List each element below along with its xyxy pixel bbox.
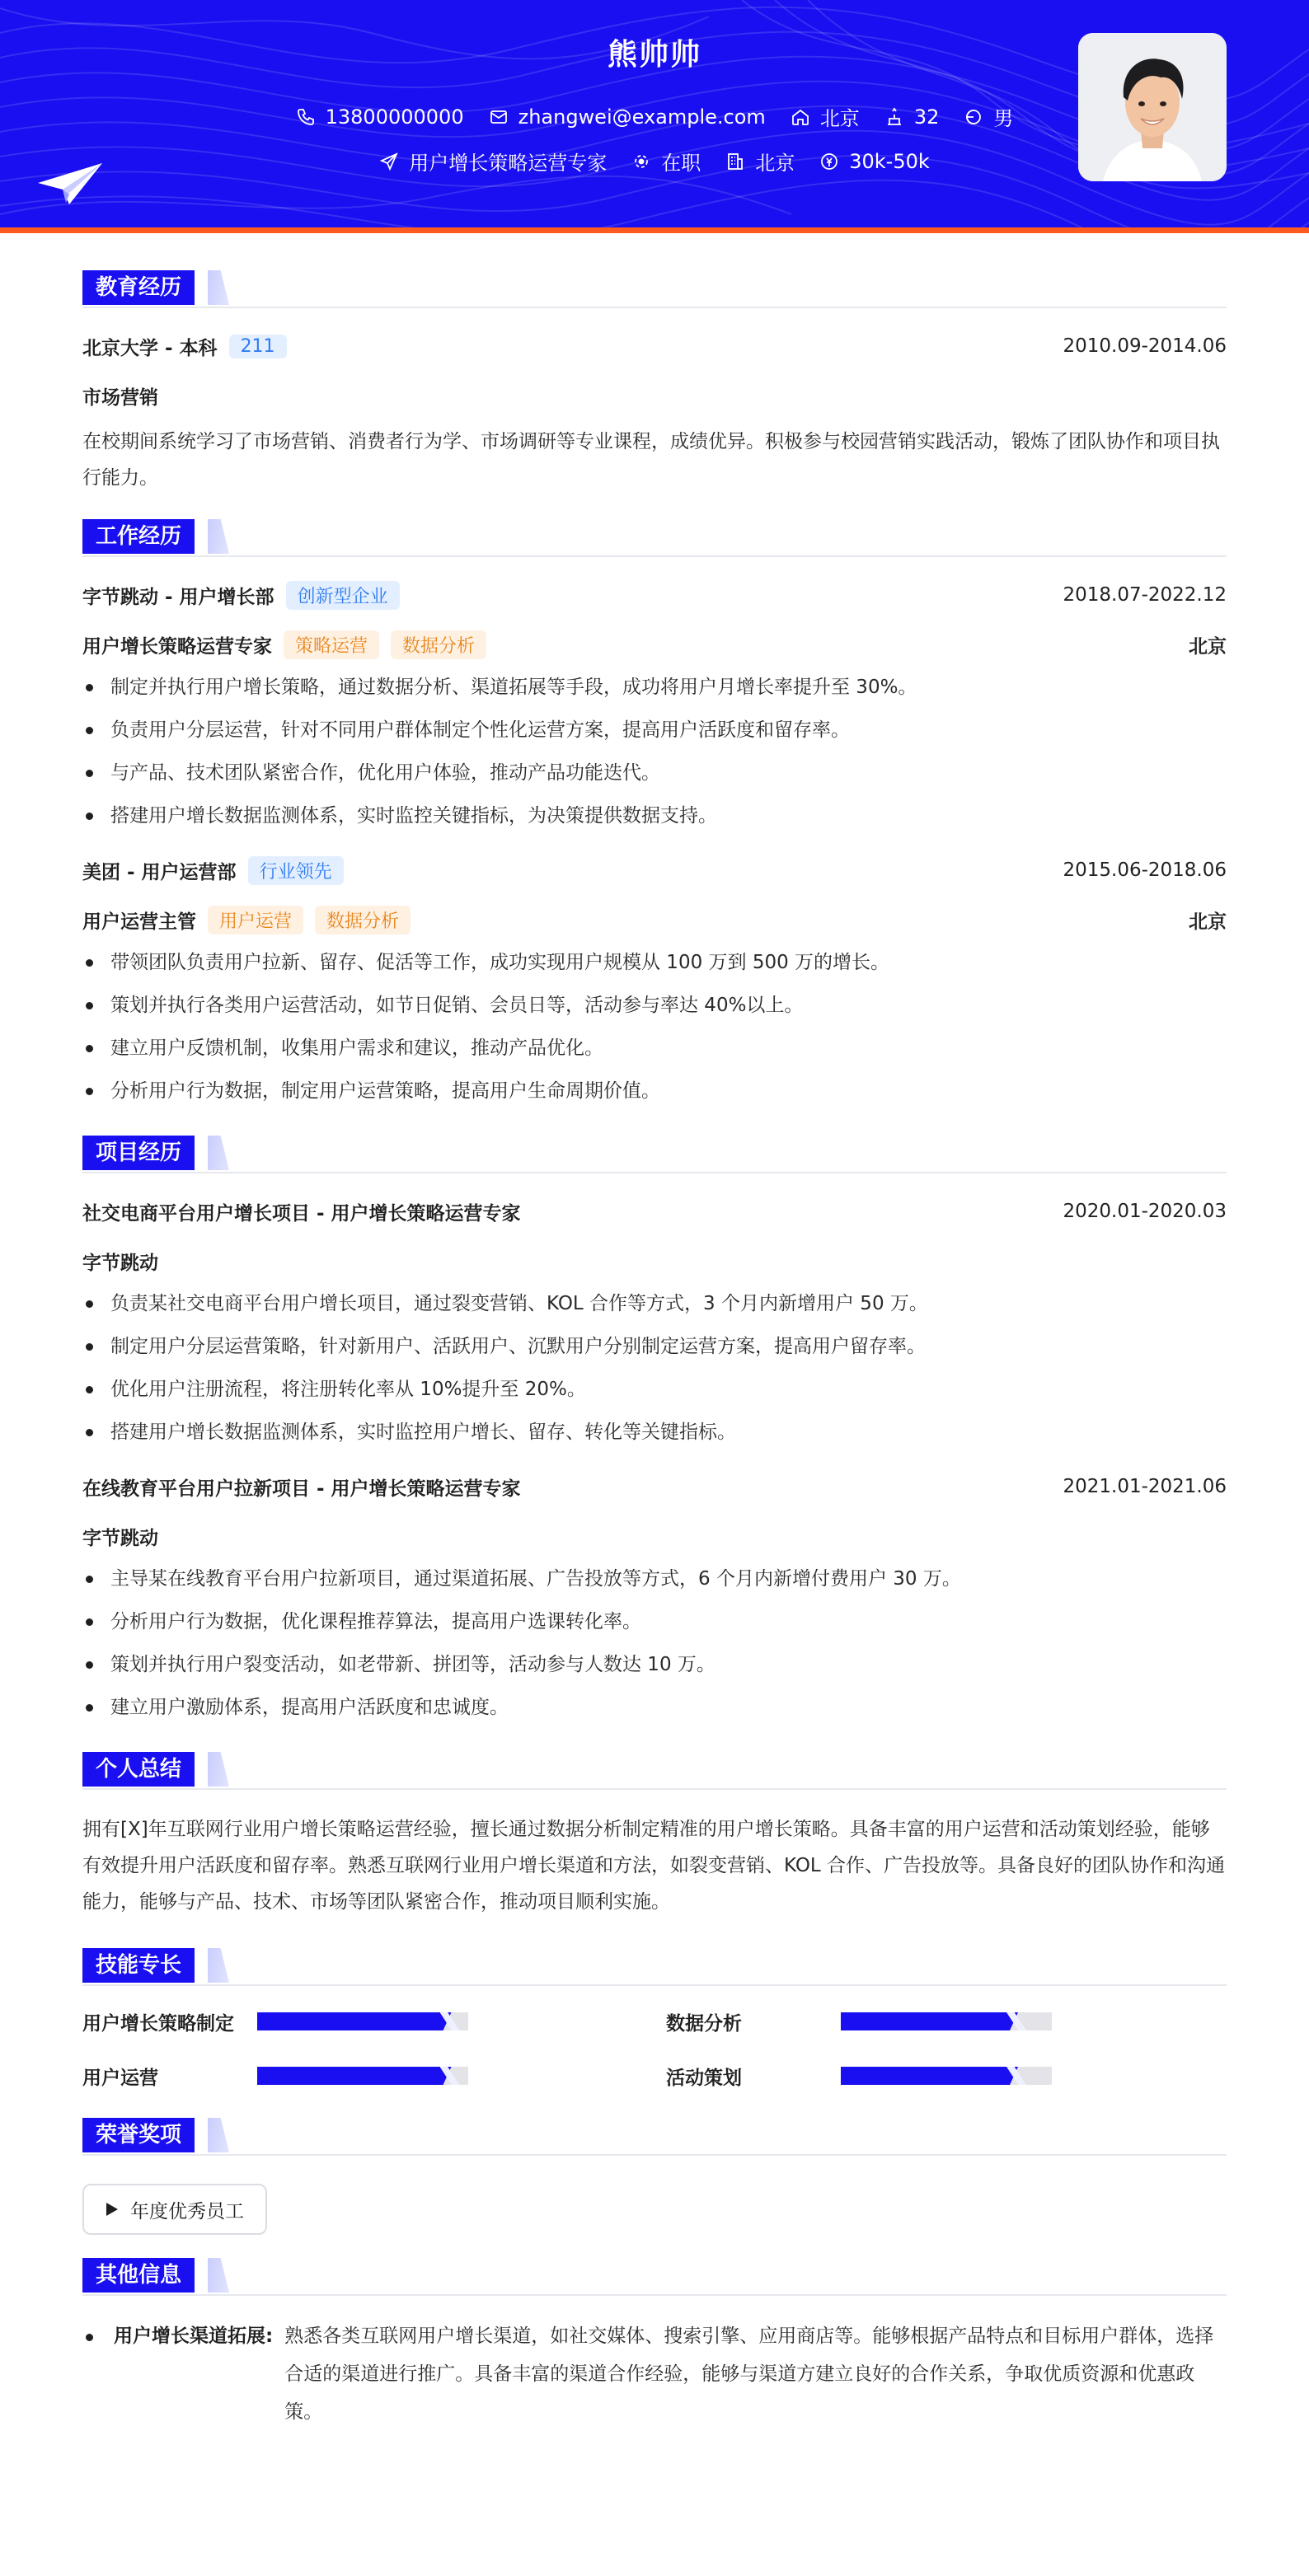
list-item: 负责用户分层运营，针对不同用户群体制定个性化运营方案，提高用户活跃度和留存率。: [82, 709, 1227, 752]
skills-section: [82, 1945, 1227, 2090]
other-item: [82, 2317, 1227, 2431]
section-title-tail: [208, 1948, 229, 1983]
role-tag: 数据分析: [315, 906, 411, 934]
send-icon: [379, 152, 399, 171]
paper-plane-logo-icon: [36, 162, 106, 208]
list-item: 建立用户反馈机制，收集用户需求和建议，推动产品优化。: [82, 1027, 1227, 1070]
project-company-row: [82, 1520, 1227, 1553]
role-tag: 数据分析: [391, 630, 486, 659]
skill-name: 用户运营: [82, 2067, 158, 2089]
job-role: 用户运营主管: [82, 911, 196, 933]
phone-icon: [296, 107, 316, 127]
other-section: [82, 2255, 1227, 2431]
school-name: 北京大学 - 本科: [82, 337, 218, 359]
age-info: [884, 105, 940, 129]
section-header: [82, 1945, 1227, 1986]
section-title: 教育经历: [82, 270, 195, 305]
gender-text: 男: [993, 107, 1014, 130]
job-entry: [82, 578, 1227, 837]
skill-bar: [257, 2012, 468, 2030]
status-text: 在职: [661, 152, 701, 175]
section-title-tail: [208, 270, 229, 305]
job-location: 北京: [1189, 911, 1227, 933]
email-text: zhangwei@example.com: [518, 105, 766, 129]
education-section: [82, 267, 1227, 496]
section-title-tail: [208, 2258, 229, 2293]
company-name: 美团 - 用户运营部: [82, 861, 237, 883]
section-header: [82, 1749, 1227, 1790]
list-item: 搭建用户增长数据监测体系，实时监控关键指标，为决策提供数据支持。: [82, 794, 1227, 837]
section-title-tail: [208, 1136, 229, 1170]
section-title: 其他信息: [82, 2258, 195, 2293]
company-row: [82, 854, 1227, 887]
section-title: 荣誉奖项: [82, 2118, 195, 2152]
work-city-text: 北京: [755, 152, 795, 175]
role-tag: 用户运营: [208, 906, 303, 934]
award-label: 年度优秀员工: [130, 2200, 244, 2222]
project-company: 字节跳动: [82, 1252, 158, 1274]
work-section: [82, 516, 1227, 1112]
list-item: 与产品、技术团队紧密合作，优化用户体验，推动产品功能迭代。: [82, 752, 1227, 794]
list-item: 制定并执行用户增长策略，通过数据分析、渠道拓展等手段，成功将用户月增长率提升至 30%。: [82, 666, 1227, 709]
job-bullets: [82, 666, 1227, 837]
project-row: [82, 1470, 1227, 1503]
school-badge: 211: [229, 335, 287, 358]
skill-bar-fill: [841, 2012, 1018, 2030]
avatar-portrait-icon: [1078, 33, 1227, 181]
job-bullets: [82, 941, 1227, 1112]
gender-icon: [964, 107, 983, 127]
job-role: 用户增长策略运营专家: [82, 635, 272, 658]
skills-grid: [82, 2007, 1227, 2090]
age-icon: [884, 107, 904, 127]
section-title: 项目经历: [82, 1136, 195, 1170]
company-tag: 行业领先: [248, 856, 344, 885]
salary-text: 30k-50k: [849, 149, 930, 173]
section-header: [82, 2115, 1227, 2156]
job-date: 2015.06-2018.06: [1063, 859, 1227, 881]
list-item: 搭建用户增长数据监测体系，实时监控用户增长、留存、转化等关键指标。: [82, 1411, 1227, 1454]
mail-icon: [489, 107, 509, 127]
section-title-tail: [208, 519, 229, 554]
gender-info: [964, 102, 1013, 131]
company-row: [82, 578, 1227, 611]
skill-bar: [257, 2067, 468, 2085]
honors-section: [82, 2115, 1227, 2235]
list-item: 优化用户注册流程，将注册转化率从 10%提升至 20%。: [82, 1368, 1227, 1411]
company-name: 字节跳动 - 用户增长部: [82, 586, 274, 608]
skill-item: [82, 2007, 666, 2035]
section-header: [82, 516, 1227, 557]
city-text: 北京: [819, 107, 860, 130]
section-header: [82, 1132, 1227, 1173]
major: 市场营销: [82, 386, 158, 409]
status-icon: [631, 152, 651, 171]
position-text: 用户增长策略运营专家: [409, 152, 608, 175]
section-title-tail: [208, 2118, 229, 2152]
list-item: 策划并执行各类用户运营活动，如节日促销、会员日等，活动参与率达 40%以上。: [82, 984, 1227, 1027]
other-text: 熟悉各类互联网用户增长渠道，如社交媒体、搜索引擎、应用商店等。能够根据产品特点和目标用户群体，选择合适的渠道进行推广。具备丰富的渠道合作经验，能够与渠道方建立良好的合作关系，争取优质资源和优惠政策。: [284, 2325, 1214, 2423]
job-location: 北京: [1189, 635, 1227, 658]
position-info: [379, 147, 607, 176]
project-bullets: [82, 1282, 1227, 1454]
list-item: 主导某在线教育平台用户拉新项目，通过渠道拓展、广告投放等方式，6 个月内新增付费用户 30 万。: [82, 1557, 1227, 1600]
home-icon: [791, 107, 810, 127]
education-date: 2010.09-2014.06: [1063, 335, 1227, 357]
list-item: 制定用户分层运营策略，针对新用户、活跃用户、沉默用户分别制定运营方案，提高用户留存率。: [82, 1325, 1227, 1368]
skill-bar: [841, 2012, 1052, 2030]
projects-section: [82, 1132, 1227, 1729]
resume-body: [82, 247, 1227, 2431]
skill-bar: [841, 2067, 1052, 2085]
phone-text: 13800000000: [325, 105, 464, 129]
play-arrow-icon: [106, 2202, 119, 2217]
summary-text: 拥有[X]年互联网行业用户增长策略运营经验，擅长通过数据分析制定精准的用户增长策略。具备丰富的用户运营和活动策划经验，能够有效提升用户活跃度和留存率。熟悉互联网行业用户增长渠道和方法，如裂变营销、KOL 合作、广告投放等。具备良好的团队协作和沟通能力，能够与产品、技术、市场等团队紧密合作，推动项目顺利实施。: [82, 1819, 1226, 1913]
education-row: [82, 330, 1227, 363]
list-item: 带领团队负责用户拉新、留存、促活等工作，成功实现用户规模从 100 万到 500 万的增长。: [82, 941, 1227, 984]
project-date: 2021.01-2021.06: [1063, 1476, 1227, 1497]
project-entry: [82, 1470, 1227, 1729]
section-header: [82, 2255, 1227, 2296]
list-item: 分析用户行为数据，制定用户运营策略，提高用户生命周期价值。: [82, 1070, 1227, 1112]
project-date: 2020.01-2020.03: [1063, 1201, 1227, 1222]
status-info: [631, 147, 701, 176]
building-icon: [725, 152, 745, 171]
project-name: 社交电商平台用户增长项目 - 用户增长策略运营专家: [82, 1202, 521, 1225]
section-title: 个人总结: [82, 1752, 195, 1787]
phone-info: [296, 105, 464, 129]
company-tag: 创新型企业: [286, 581, 400, 610]
skill-item: [666, 2062, 1227, 2090]
project-name: 在线教育平台用户拉新项目 - 用户增长策略运营专家: [82, 1478, 521, 1500]
bullet-dot: [86, 2334, 93, 2341]
other-label: 用户增长渠道拓展:: [114, 2325, 274, 2347]
project-company-row: [82, 1244, 1227, 1277]
project-row: [82, 1195, 1227, 1228]
award-item: [82, 2184, 267, 2235]
resume-header: [0, 0, 1309, 227]
money-icon: [819, 152, 839, 171]
skill-item: [82, 2062, 666, 2090]
skill-name: 数据分析: [666, 2012, 742, 2035]
section-title-tail: [208, 1752, 229, 1787]
major-row: [82, 379, 1227, 412]
education-description: 在校期间系统学习了市场营销、消费者行为学、市场调研等专业课程，成绩优异。积极参与校园营销实践活动，锻炼了团队协作和项目执行能力。: [82, 431, 1220, 489]
list-item: 策划并执行用户裂变活动，如老带新、拼团等，活动参与人数达 10 万。: [82, 1643, 1227, 1686]
project-bullets: [82, 1557, 1227, 1729]
email-info: [489, 105, 766, 129]
age-text: 32: [913, 105, 940, 129]
job-entry: [82, 854, 1227, 1112]
project-entry: [82, 1195, 1227, 1454]
list-item: 分析用户行为数据，优化课程推荐算法，提高用户选课转化率。: [82, 1600, 1227, 1643]
role-row: [82, 903, 1227, 936]
section-header: [82, 267, 1227, 308]
skill-item: [666, 2007, 1227, 2035]
skill-bar-fill: [841, 2067, 1018, 2085]
section-title: 工作经历: [82, 519, 195, 554]
role-row: [82, 628, 1227, 661]
header-accent-stripe: [0, 227, 1309, 233]
skill-name: 用户增长策略制定: [82, 2012, 234, 2035]
section-title: 技能专长: [82, 1948, 195, 1983]
city-info: [791, 102, 860, 131]
skill-bar-fill: [257, 2012, 452, 2030]
avatar: [1078, 33, 1227, 181]
salary-info: [819, 150, 930, 173]
candidate-name: 熊帅帅: [607, 38, 701, 72]
skill-bar-fill: [257, 2067, 452, 2085]
list-item: 建立用户激励体系，提高用户活跃度和忠诚度。: [82, 1686, 1227, 1729]
skill-name: 活动策划: [666, 2067, 742, 2089]
list-item: 负责某社交电商平台用户增长项目，通过裂变营销、KOL 合作等方式，3 个月内新增用户 50 万。: [82, 1282, 1227, 1325]
work-city-info: [725, 147, 795, 176]
job-date: 2018.07-2022.12: [1063, 584, 1227, 606]
summary-section: [82, 1749, 1227, 1920]
role-tag: 策略运营: [284, 630, 379, 659]
project-company: 字节跳动: [82, 1527, 158, 1549]
